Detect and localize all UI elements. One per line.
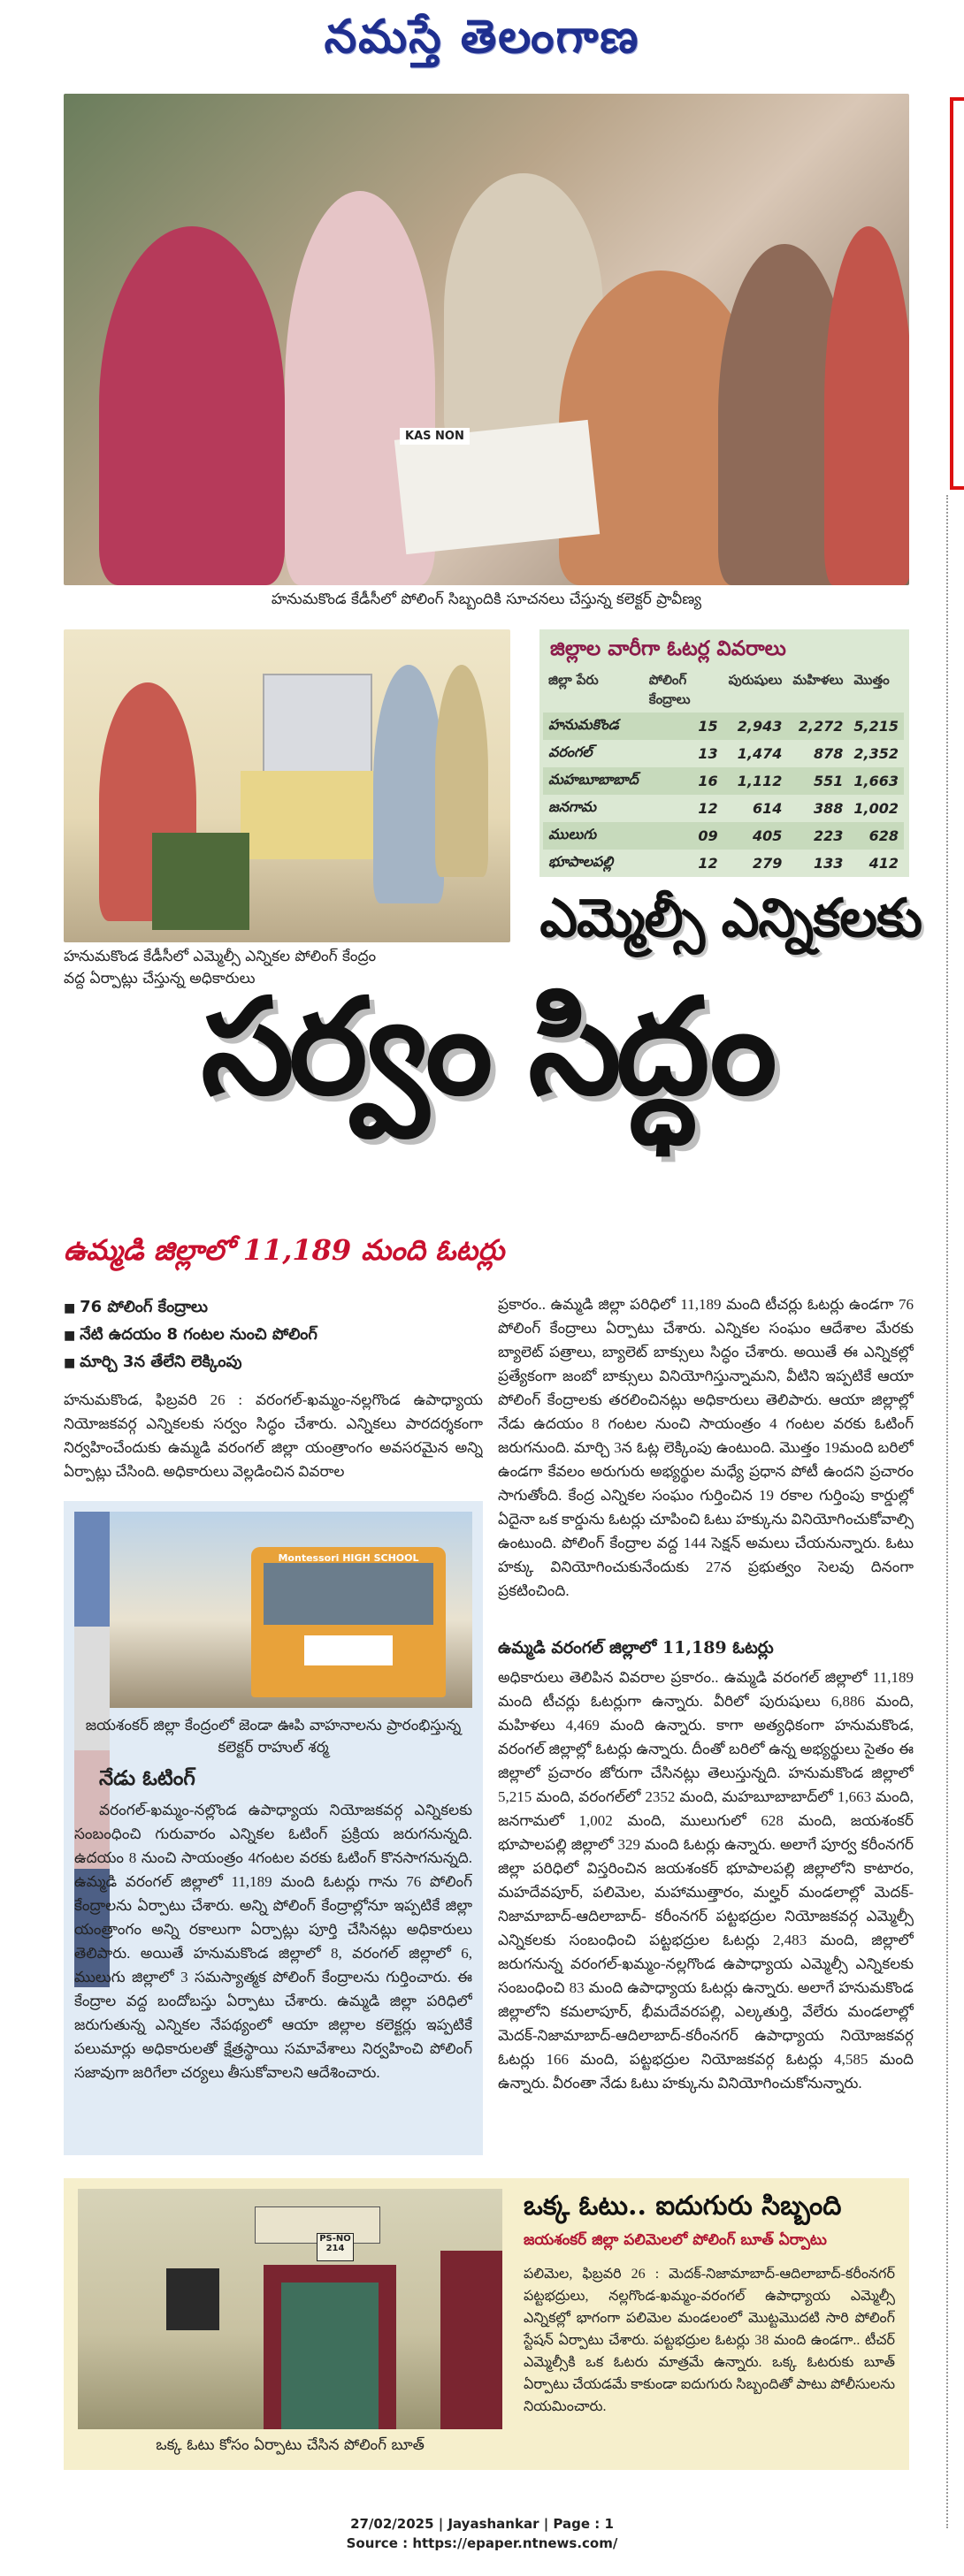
booth-photo-caption: ఒక్క ఓటు కోసం ఏర్పాటు చేసిన పోలింగ్ బూత్ bbox=[156, 2436, 425, 2454]
district-voters-table-box bbox=[539, 629, 909, 877]
table-row bbox=[543, 822, 904, 850]
cell-men: 1,474 bbox=[737, 745, 783, 762]
cell-total: 5,215 bbox=[848, 713, 904, 740]
table-header-row bbox=[543, 670, 904, 713]
single-vote-story bbox=[64, 2178, 909, 2470]
table-row bbox=[543, 740, 904, 767]
cell-centres: 12 bbox=[698, 800, 718, 817]
cell-total: 2,352 bbox=[853, 745, 899, 762]
cell-women: 388 bbox=[813, 800, 844, 817]
header-district: జిల్లా పేరు bbox=[548, 672, 599, 688]
list-item: ■ మార్చి 3న తేలేని లెక్కింపు bbox=[64, 1353, 488, 1375]
table-row bbox=[543, 795, 904, 822]
list-item: ■ నేటి ఉదయం 8 గంటల నుంచి పోలింగ్ bbox=[64, 1325, 488, 1347]
article-continued: ప్రకారం.. ఉమ్మడి జిల్లా పరిధిలో 11,189 మంది టీచర్లు ఓటర్లు ఉండగా 76 పోలింగ్ కేంద్రాలు ఏర్పాటు చేశారు. ఎన్నికల సంఘం ఆదేశాల మేరకు బ్యాలెట్ పత్రాలు, బ్యాలెట్ బాక్సులు సిద్ధం చేశారు. అయితే ఈ ఎన్నికల్లో ప్రత్యేకంగా జంబో బాక్సులు వినియోగిస్తున్నామని, వీటిని ఇప్పటికే ఆయా పోలింగ్ కేంద్రాలకు తరలించినట్లు అధికారులు తెలిపారు. ఆయా జిల్లాల్లో నేడు ఉదయం 8 గంటల నుంచి సాయంత్రం 4 గంటల వరకు ఓటింగ్ జరుగనుంది. మార్చి 3న ఓట్ల లెక్కింపు ఉంటుంది. మొత్తం 19మంది బరిలో ఉండగా కేవలం అరుగురు అభ్యర్థుల మధ్యే ప్రధాన పోటీ ఉందని ప్రచారం సాగుతోంది. కేంద్ర ఎన్నికల సంఘం గుర్తించిన 19 రకాల గుర్తింపు కార్డుల్లో ఏదైనా ఒక కార్డును ఓటర్లు చూపించి ఓటు హక్కును వినియోగించుకోవాల్సి ఉంటుంది. పోలింగ్ కేంద్రాల వద్ద 144 సెక్షన్ అమలు చేయనున్నారు. ఓటు హక్కు వినియోగించుకునేందుకు 27న ప్రభుత్వం సెలవు దినంగా ప్రకటించింది. bbox=[498, 1296, 914, 1599]
top-photo bbox=[64, 94, 909, 585]
masthead-title: నమస్తే తెలంగాణ bbox=[324, 10, 640, 64]
footer-source-link[interactable]: Source : https://epaper.ntnews.com/ bbox=[346, 2535, 618, 2551]
cell-women: 223 bbox=[787, 822, 848, 850]
header-centres: పోలింగ్ కేంద్రాలు bbox=[648, 672, 691, 707]
cell-district: ములుగు bbox=[543, 822, 644, 850]
header-total: మొత్తం bbox=[853, 672, 890, 688]
cell-district: హనుమకొండ bbox=[543, 713, 644, 740]
cell-total: 628 bbox=[848, 822, 904, 850]
table-row bbox=[543, 713, 904, 740]
header-men: పురుషులు bbox=[728, 672, 783, 688]
cell-total: 1,002 bbox=[853, 800, 899, 817]
cell-women: 551 bbox=[787, 767, 848, 795]
voting-today-box bbox=[64, 1501, 483, 2155]
cell-women: 133 bbox=[813, 855, 844, 872]
booth-sign-text: PS-NO 214 bbox=[317, 2233, 354, 2261]
cell-men: 614 bbox=[752, 800, 783, 817]
voting-today-body: వరంగల్-ఖమ్మం-నల్లొండ ఉపాధ్యాయ నియోజకవర్గ ఎన్నికలకు సంబంధించి గురువారం ఎన్నికల ఓటింగ్ ప్రక్రియ జరుగనున్నది. ఉదయం 8 నుంచి సాయంత్రం 4గంటల వరకు ఓటింగ్ కొనసాగనున్నది. ఉమ్మడి వరంగల్ జిల్లాలో 11,189 మంది ఓటర్లు గాను 76 పోలింగ్ కేంద్రాలను ఏర్పాటు చేశారు. అన్ని పోలింగ్ కేంద్రాల్లోనూ ఇప్పటికే జిల్లా యంత్రాంగం అన్ని రకాలుగా ఏర్పాట్లు పూర్తి చేసినట్లు అధికారులు తెలిపారు. అయితే హనుమకొండ జిల్లాలో 8, వరంగల్ జిల్లాలో 6, ములుగు జిల్లాలో 3 సమస్యాత్మక పోలింగ్ కేంద్రాలను గుర్తించారు. ఈ కేంద్రాల వద్ద బందోబస్తు ఏర్పాటు చేశారు. ఉమ్మడి జిల్లా పరిధిలో జరుగుతున్న ఎన్నికల నేపథ్యంలో ఆయా జిల్లాల కలెక్టర్లు ఇప్పటికే పలుమార్లు అధికారులతో క్షేత్రస్థాయి సమావేశాలు నిర్వహించి పోలింగ్ సజావుగా జరిగేలా చర్యలు తీసుకోవాలని ఆదేశించారు. bbox=[74, 1802, 472, 2081]
story-subtitle: జయశంకర్ జిల్లా పలిమెలలో పోలింగ్ బూత్ ఏర్పాటు bbox=[524, 2231, 827, 2249]
article-intro: హనుమకొండ, ఫిబ్రవరి 26 : వరంగల్-ఖమ్మం-నల్లగొండ ఉపాధ్యాయ నియోజకవర్గ ఎన్నికలకు సర్వం సిద్ధం చేశారు. ఎన్నికలు పారదర్శకంగా నిర్వహించేందుకు ఉమ్మడి వరంగల్ జిల్లా యంత్రాంగం అవసరమైన అన్ని ఏర్పాట్లు చేసింది. అధికారులు వెల్లడించిన వివరాల bbox=[64, 1391, 483, 1480]
section-title-warangal: ఉమ్మడి వరంగల్ జిల్లాలో 11,189 ఓటర్లు bbox=[498, 1638, 774, 1658]
headline-sub: ఉమ్మడి జిల్లాలో 11,189 మంది ఓటర్లు bbox=[64, 1233, 505, 1267]
headline-kicker: ఎమ్మెల్సీ ఎన్నికలకు bbox=[539, 888, 922, 949]
bus-photo bbox=[74, 1512, 472, 1708]
cell-men: 279 bbox=[752, 855, 783, 872]
table-row bbox=[543, 850, 904, 877]
polling-setup-caption: హనుమకొండ కేడీసీలో ఎమ్మెల్సీ ఎన్నికల పోలింగ్ కేంద్రం వద్ద ఏర్పాట్లు చేస్తున్న అధికారులు bbox=[64, 948, 377, 987]
cell-centres: 15 bbox=[644, 713, 723, 740]
polling-booth-photo bbox=[78, 2189, 502, 2429]
highlights-list bbox=[64, 1292, 488, 1380]
photo-sign-text: KAS NON bbox=[400, 428, 470, 445]
article-warangal-details: అధికారులు తెలిపిన వివరాల ప్రకారం.. ఉమ్మడి వరంగల్ జిల్లాలో 11,189 మంది టీచర్లు ఓటర్లుగా ఉన్నారు. వీరిలో పురుషులు 6,886 మంది, మహిళలు 4,469 మంది ఉన్నారు. కాగా అత్యధికంగా హనుమకొండ, వరంగల్ జిల్లాల్లో ఓటర్లు ఉన్నారు. దీంతో బరిలో ఉన్న అభ్యర్థులు సైతం ఈ జిల్లాలో ప్రచారం జోరుగా చేసినట్లు తెలుస్తున్నది. హనుమకొండ జిల్లాలో 5,215 మంది, వరంగల్‌లో 2352 మంది, మహబూబాబాద్‌లో 1,663 మంది, జనగామలో 1,002 మంది, ములుగులో 628 మంది, జయశంకర్ భూపాలపల్లి జిల్లాలో 329 మంది ఓటర్లు ఉన్నారు. అలాగే పూర్వ కరీంనగర్ జిల్లా పరిధిలో విస్తరించిన జయశంకర్ భూపాలపల్లి జిల్లాలోని కాటారం, మహదేవపూర్, పలిమెల, మహాముత్తారం, మల్హర్ మండలాల్లో మెదక్-నిజామాబాద్-ఆదిలాబాద్- కరీంనగర్ పట్టభద్రుల నియోజకవర్గ ఎమ్మెల్సీ ఎన్నికలకు సంబంధించి పట్టభద్రుల ఓటర్లు 2,483 మంది, జిల్లాలో జరుగనున్న వరంగల్-ఖమ్మం-నల్లగొండ ఉపాధ్యాయ ఎమ్మెల్సీ ఎన్నికలకు సంబంధించి 83 మంది ఉపాధ్యాయ ఓటర్లు ఉన్నారు. అలాగే హనుమకొండ జిల్లాలోని కమలాపూర్, భీమదేవరపల్లి, ఎల్కతుర్తి, వేలేరు మండలాల్లో మెదక్-నిజామాబాద్-ఆదిలాబాద్-కరీంనగర్ ఉపాధ్యాయ నియోజకవర్గ ఓటర్లు 166 మంది, పట్టభద్రుల నియోజకవర్గ ఓటర్లు 4,585 మంది ఉన్నారు. వీరంతా నేడు ఓటు హక్కును వినియోగించుకోనున్నారు. bbox=[498, 1669, 914, 2092]
cell-centres: 13 bbox=[698, 745, 718, 762]
header-women: మహిళలు bbox=[792, 672, 844, 688]
cell-women: 2,272 bbox=[787, 713, 848, 740]
column-divider bbox=[946, 495, 949, 2528]
cell-centres: 09 bbox=[644, 822, 723, 850]
cell-centres: 16 bbox=[644, 767, 723, 795]
table-row bbox=[543, 767, 904, 795]
cell-district: జనగామ bbox=[548, 798, 597, 815]
adjacent-story-marker bbox=[950, 97, 964, 490]
cell-district: మహబూబాబాద్ bbox=[543, 767, 644, 795]
cell-women: 878 bbox=[813, 745, 844, 762]
cell-men: 1,112 bbox=[723, 767, 788, 795]
voting-today-title: నేడు ఓటింగ్ bbox=[99, 1766, 195, 1790]
cell-district: భూపాలపల్లి bbox=[548, 853, 614, 870]
cell-total: 1,663 bbox=[848, 767, 904, 795]
bus-photo-caption: జయశంకర్ జిల్లా కేంద్రంలో జెండా ఊపి వాహనాలను ప్రారంభిస్తున్న కలెక్టర్ రాహుల్ శర్మ bbox=[85, 1717, 462, 1757]
table-title: జిల్లాల వారీగా ఓటర్ల వివరాలు bbox=[550, 636, 786, 660]
cell-men: 405 bbox=[723, 822, 788, 850]
cell-total: 412 bbox=[868, 855, 899, 872]
story-body: పలిమెల, ఫిబ్రవరి 26 : మెదక్-నిజామాబాద్-ఆదిలాబాద్-కరీంనగర్ పట్టభద్రులు, నల్లగొండ-ఖమ్మం-వరంగల్ ఉపాధ్యాయ ఎమ్మెల్సీ ఎన్నికల్లో భాగంగా పలిమెల మండలంలో మొట్టమొదటి సారి పోలింగ్ స్టేషన్ ఏర్పాటు చేశారు. పట్టభద్రుల ఓటర్లు 38 మంది ఉండగా.. టీచర్ ఎమ్మెల్సీకి ఒక ఓటరు మాత్రమే ఉన్నారు. ఒక్క ఓటరుకు బూత్ ఏర్పాటు చేయడమే కాకుండా ఐదుగురు సిబ్బందితో పాటు పోలీసులను నియమించారు. bbox=[524, 2267, 895, 2414]
list-item: ■ 76 పోలింగ్ కేంద్రాలు bbox=[64, 1298, 488, 1320]
district-voters-table bbox=[543, 670, 904, 877]
top-photo-caption: హనుమకొండ కేడీసీలో పోలింగ్ సిబ్బందికి సూచనలు చేస్తున్న కలెక్టర్ ప్రావీణ్య bbox=[271, 591, 702, 608]
cell-centres: 12 bbox=[698, 855, 718, 872]
footer-date-line: 27/02/2025 | Jayashankar | Page : 1 bbox=[350, 2516, 614, 2532]
bus-sign-text: Montessori HIGH SCHOOL bbox=[278, 1552, 419, 1564]
cell-district: వరంగల్ bbox=[548, 743, 593, 760]
masthead bbox=[0, 0, 964, 88]
story-title: ఒక్క ఓటు.. ఐదుగురు సిబ్బంది bbox=[524, 2191, 842, 2222]
headline-main: సర్వం సిద్ధం bbox=[201, 971, 772, 1124]
cell-men: 2,943 bbox=[723, 713, 788, 740]
